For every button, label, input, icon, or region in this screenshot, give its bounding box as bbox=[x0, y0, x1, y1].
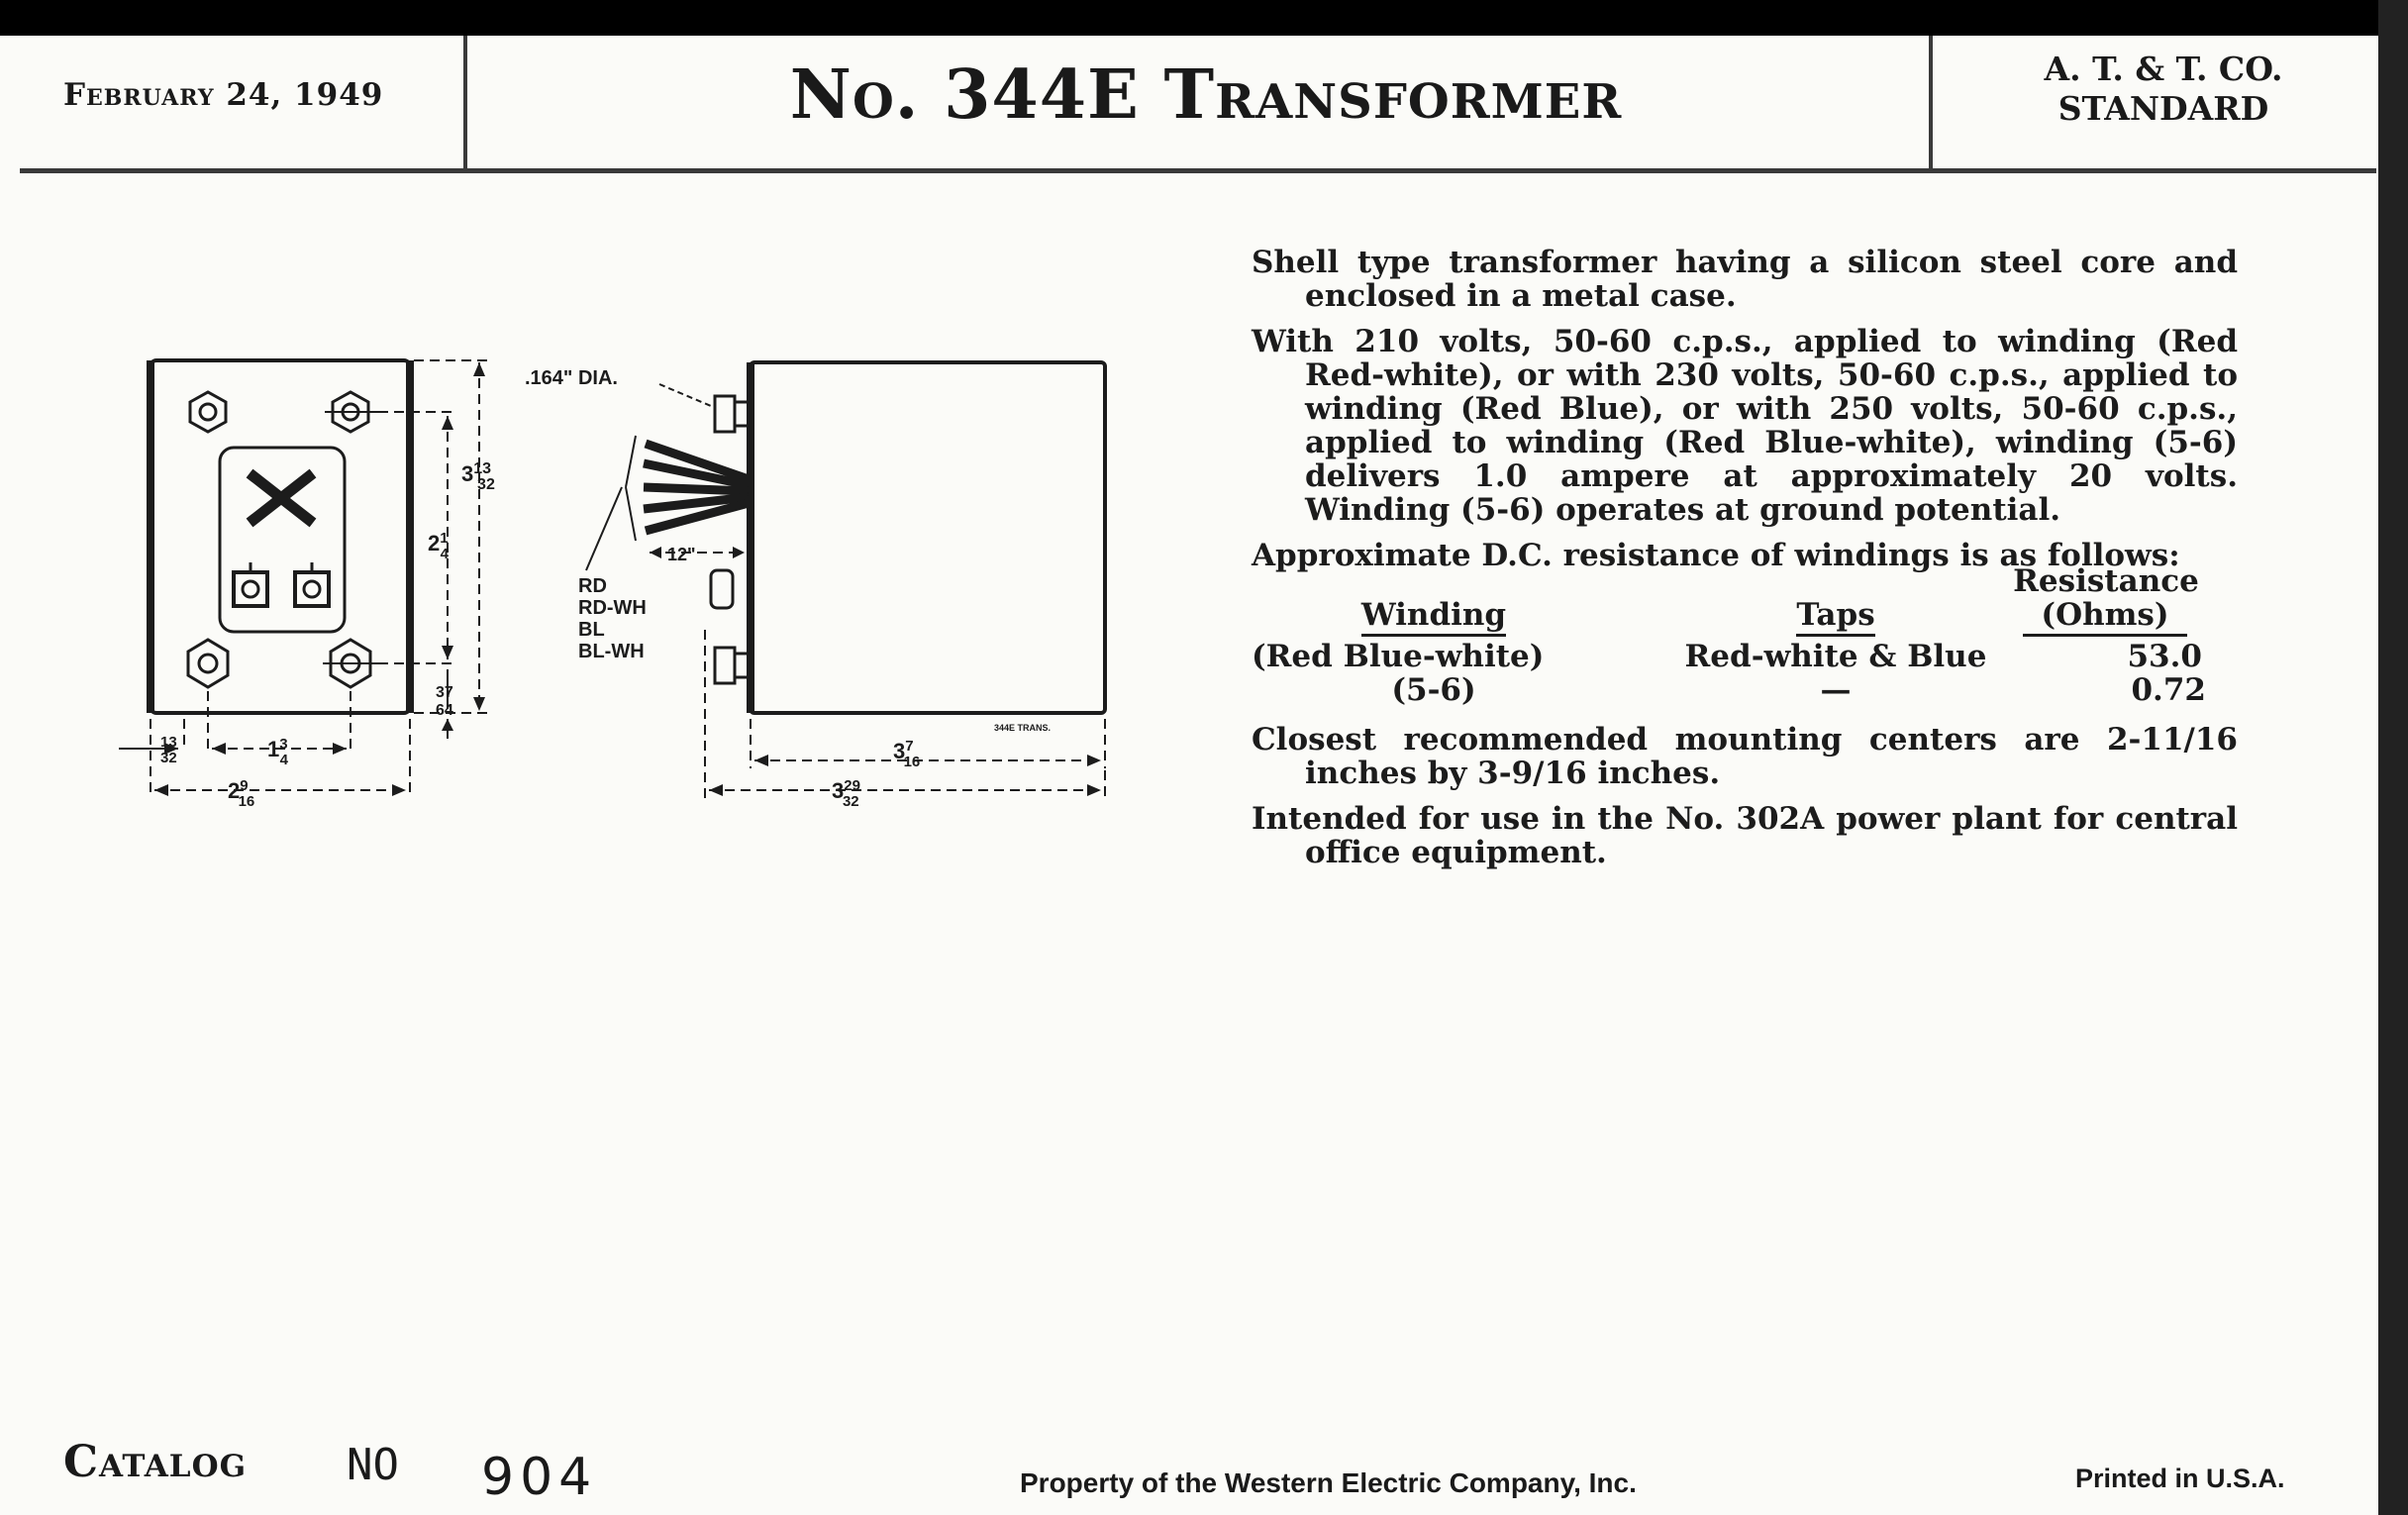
case-marking: 344E TRANS. bbox=[994, 723, 1052, 733]
dim-hole-spacing-v: $2^1$ 4 bbox=[428, 530, 449, 562]
lead-label-rd-wh: RD-WH bbox=[578, 597, 647, 619]
lead-label-bl-wh: BL-WH bbox=[578, 641, 645, 662]
standard-label bbox=[1951, 50, 2376, 129]
printed-notice: Printed in U.S.A. bbox=[2075, 1464, 2285, 1493]
col-header-resistance: Resistance bbox=[2013, 563, 2199, 599]
description-paragraph: Closest recommended mounting centers are 2-11/16 inches by 3-9/16 inches. bbox=[1252, 722, 2238, 791]
catalog-card bbox=[0, 36, 2378, 1515]
scan-edge bbox=[2378, 0, 2408, 1515]
dim-hole-spacing-h: $1^3$ 4 bbox=[267, 736, 288, 768]
terminal-5 bbox=[234, 572, 267, 606]
table-cell-resistance: 53.0 bbox=[2127, 639, 2202, 674]
dim-left-offset: 13 32 bbox=[160, 734, 177, 766]
dim-lead-length: 12" bbox=[667, 545, 696, 564]
description-paragraph: Approximate D.C. resistance of windings is as follows: bbox=[1252, 538, 2180, 573]
description-paragraph: Intended for use in the No. 302A power plant for central office equipment. bbox=[1252, 801, 2238, 870]
hole-diameter-label: .164" DIA. bbox=[525, 367, 618, 389]
lead-label-bl: BL bbox=[578, 619, 605, 641]
resistance-table bbox=[1252, 564, 2238, 713]
table-cell-winding: (5-6) bbox=[1391, 672, 1476, 708]
description-paragraph: Shell type transformer having a silicon steel core and enclosed in a metal case. bbox=[1252, 245, 2238, 314]
table-cell-taps: — bbox=[1820, 672, 1852, 708]
side-view-case bbox=[751, 362, 1105, 713]
issue-date: February 24, 1949 bbox=[63, 77, 384, 113]
dim-front-width: $2^9$ 16 bbox=[228, 777, 255, 808]
mounting-nut bbox=[325, 392, 378, 432]
dim-side-width: $3^7$ 16 bbox=[893, 738, 921, 770]
dim-overall-width: $3^{29}$ 32 bbox=[832, 777, 860, 808]
lead-bundle bbox=[644, 444, 749, 531]
table-cell-winding: (Red Blue-white) bbox=[1252, 639, 1545, 674]
catalog-number: 904 bbox=[481, 1448, 598, 1507]
description bbox=[1252, 246, 2238, 881]
page-title: No. 344E Transformer bbox=[789, 55, 1623, 135]
transformer-drawing bbox=[99, 303, 1149, 808]
dim-bottom-offset: 37 64 bbox=[436, 684, 453, 719]
description-paragraph: With 210 volts, 50-60 c.p.s., applied to winding (Red Red-white), or with 230 volts, 50-60 c.p.s., applied to winding (Red Blue), or with 250 volts, 50-60 c.p.s., applied to winding (Red Blue-white), winding (5-6) delivers 1.0 ampere at approximately 20 volts. Winding (5-6) operates at ground potential. bbox=[1252, 324, 2238, 528]
catalog-no-label: NO bbox=[347, 1440, 399, 1490]
table-cell-resistance: 0.72 bbox=[2131, 672, 2206, 708]
mounting-nut bbox=[188, 640, 228, 687]
table-cell-taps: Red-white & Blue bbox=[1684, 639, 1987, 674]
mounting-nut bbox=[190, 392, 226, 432]
card-header bbox=[20, 36, 2376, 173]
terminal-6 bbox=[295, 572, 329, 606]
mounting-nut bbox=[323, 640, 378, 687]
col-header-winding: Winding bbox=[1361, 597, 1506, 637]
standard-word: STANDARD bbox=[2057, 89, 2269, 128]
catalog-label: Catalog bbox=[63, 1437, 248, 1487]
col-header-taps: Taps bbox=[1796, 597, 1874, 637]
standard-org: A. T. & T. CO. bbox=[2044, 50, 2283, 88]
col-header-ohms: (Ohms) bbox=[2023, 597, 2186, 637]
dim-front-height: $3^{13}$ 32 bbox=[461, 460, 495, 493]
lead-label-rd: RD bbox=[578, 575, 607, 597]
property-notice: Property of the Western Electric Company, Inc. bbox=[1020, 1467, 1637, 1498]
